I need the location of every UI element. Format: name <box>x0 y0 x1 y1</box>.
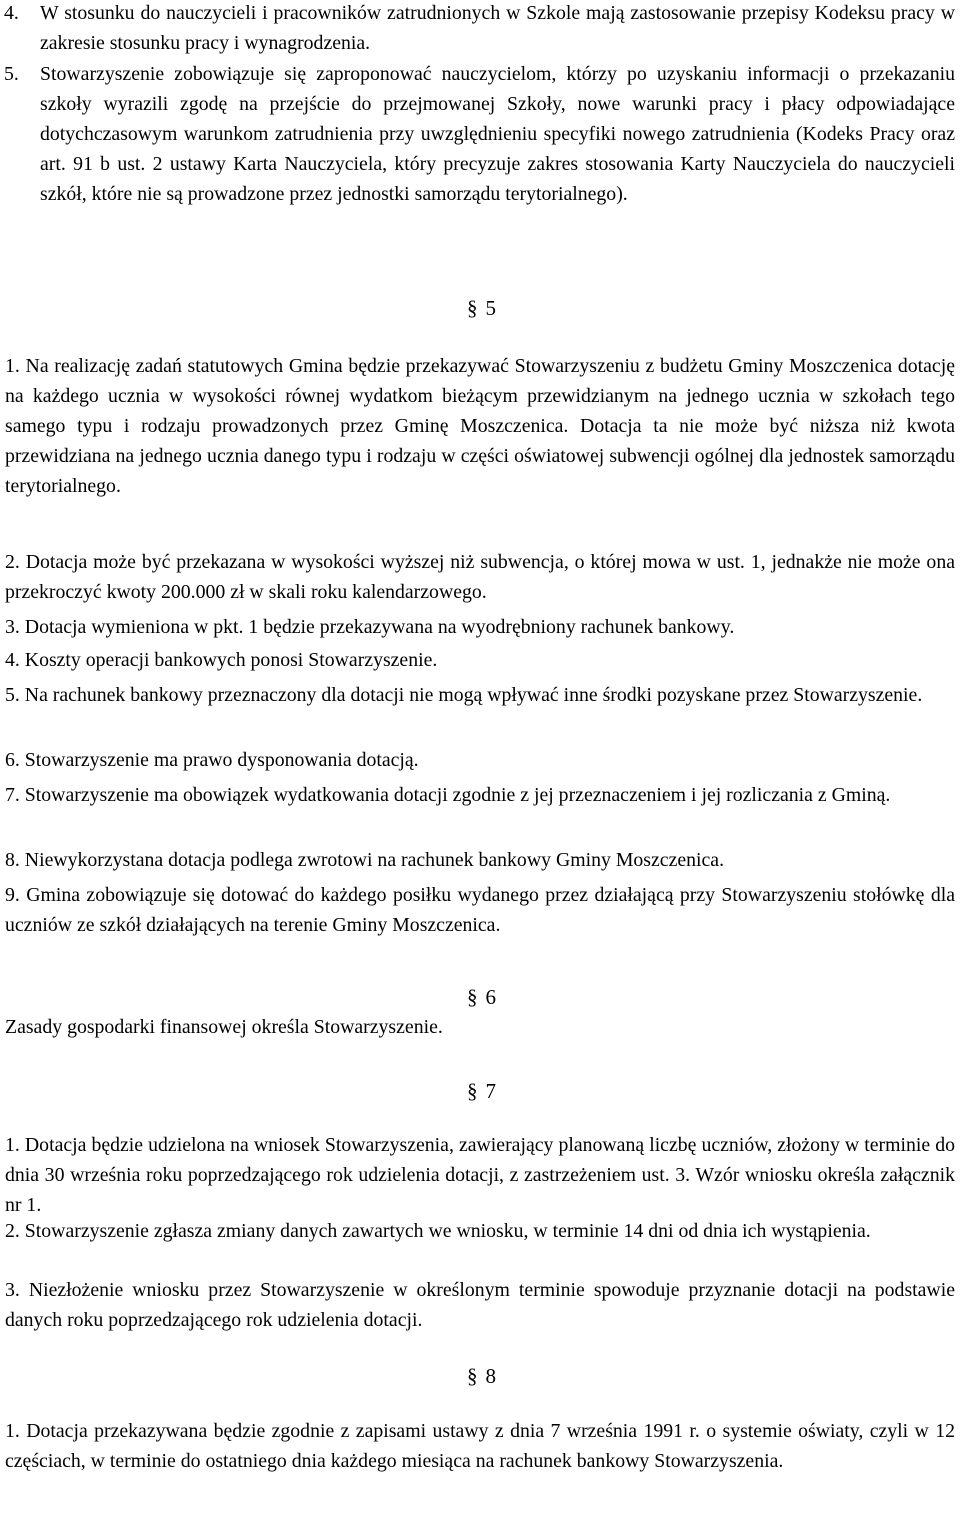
section-heading-7 <box>467 1077 496 1105</box>
section-heading-5 <box>467 294 496 322</box>
paragraph-7-1: 1. Dotacja będzie udzielona na wniosek Stowarzyszenia, zawierający planowaną liczbę uczniów, złożony w terminie do dnia 30 września roku poprzedzającego rok udzielenia dotacji, z zastrzeżeniem ust. 3. Wzór wniosku określa załącznik nr 1. <box>5 1134 955 1216</box>
paragraph-5-9: 9. Gmina zobowiązuje się dotować do każdego posiłku wydanego przez działającą przy Stowarzyszeniu stołówkę dla uczniów ze szkół działających na terenie Gminy Moszczenica. <box>5 884 955 936</box>
list-item-number: 4. <box>4 2 19 24</box>
section-number: 6 <box>485 985 496 1009</box>
section-heading-8 <box>467 1362 496 1390</box>
section-symbol: § <box>467 1079 478 1103</box>
list-item-number: 5. <box>4 63 19 85</box>
list-item-4 <box>4 0 955 58</box>
section-number: 7 <box>485 1079 496 1103</box>
section-number: 5 <box>485 296 496 320</box>
paragraph-5-6: 6. Stowarzyszenie ma prawo dysponowania dotacją. <box>5 749 419 771</box>
section-symbol: § <box>467 1364 478 1388</box>
paragraph-5-8: 8. Niewykorzystana dotacja podlega zwrotowi na rachunek bankowy Gminy Moszczenica. <box>5 849 725 871</box>
paragraph-6-1: Zasady gospodarki finansowej określa Stowarzyszenie. <box>5 1016 443 1038</box>
paragraph-5-3: 3. Dotacja wymieniona w pkt. 1 będzie przekazywana na wyodrębniony rachunek bankowy. <box>5 616 735 638</box>
paragraph-5-4: 4. Koszty operacji bankowych ponosi Stowarzyszenie. <box>5 649 438 671</box>
section-symbol: § <box>467 296 478 320</box>
paragraph-5-7: 7. Stowarzyszenie ma obowiązek wydatkowania dotacji zgodnie z jej przeznaczeniem i jej rozliczania z Gminą. <box>5 784 891 806</box>
list-item-5 <box>4 59 955 209</box>
paragraph-7-2: 2. Stowarzyszenie zgłasza zmiany danych zawartych we wniosku, w terminie 14 dni od dnia ich wystąpienia. <box>5 1220 871 1242</box>
list-item-text: W stosunku do nauczycieli i pracowników zatrudnionych w Szkole mają zastosowanie przepisy Kodeksu pracy w zakresie stosunku pracy i wynagrodzenia. <box>40 2 955 54</box>
paragraph-8-1: 1. Dotacja przekazywana będzie zgodnie z zapisami ustawy z dnia 7 września 1991 r. o systemie oświaty, czyli w 12 częściach, w terminie do ostatniego dnia każdego miesiąca na rachunek bankowy Stowarzyszenia. <box>5 1420 955 1472</box>
section-heading-6 <box>467 983 496 1011</box>
paragraph-5-2: 2. Dotacja może być przekazana w wysokości wyższej niż subwencja, o której mowa w ust. 1, jednakże nie może ona przekroczyć kwoty 200.000 zł w skali roku kalendarzowego. <box>5 551 955 603</box>
list-item-text: Stowarzyszenie zobowiązuje się zaproponować nauczycielom, którzy po uzyskaniu informacji o przekazaniu szkoły wyrazili zgodę na przejście do przejmowanej Szkoły, nowe warunki pracy i płacy odpowiadające dotychczasowym warunkom zatrudnienia przy uwzględnieniu specyfiki nowego zatrudnienia (Kodeks Pracy oraz art. 91 b ust. 2 ustawy Karta Nauczyciela, który precyzuje zakres stosowania Karty Nauczyciela do nauczycieli szkół, które nie są prowadzone przez jednostki samorządu terytorialnego). <box>40 63 955 205</box>
paragraph-7-3: 3. Niezłożenie wniosku przez Stowarzyszenie w określonym terminie spowoduje przyznanie dotacji na podstawie danych roku poprzedzającego rok udzielenia dotacji. <box>5 1279 955 1331</box>
section-number: 8 <box>485 1364 496 1388</box>
paragraph-5-5: 5. Na rachunek bankowy przeznaczony dla dotacji nie mogą wpływać inne środki pozyskane przez Stowarzyszenie. <box>5 684 923 706</box>
paragraph-5-1: 1. Na realizację zadań statutowych Gmina będzie przekazywać Stowarzyszeniu z budżetu Gminy Moszczenica dotację na każdego ucznia w wysokości równej wydatkom bieżącym przewidzianym na jednego ucznia w szkołach tego samego typu i rodzaju prowadzonych przez Gminę Moszczenica. Dotacja ta nie może być niższa niż kwota przewidziana na jednego ucznia danego typu i rodzaju w części oświatowej subwencji ogólnej dla jednostek samorządu terytorialnego. <box>5 355 955 497</box>
section-symbol: § <box>467 985 478 1009</box>
